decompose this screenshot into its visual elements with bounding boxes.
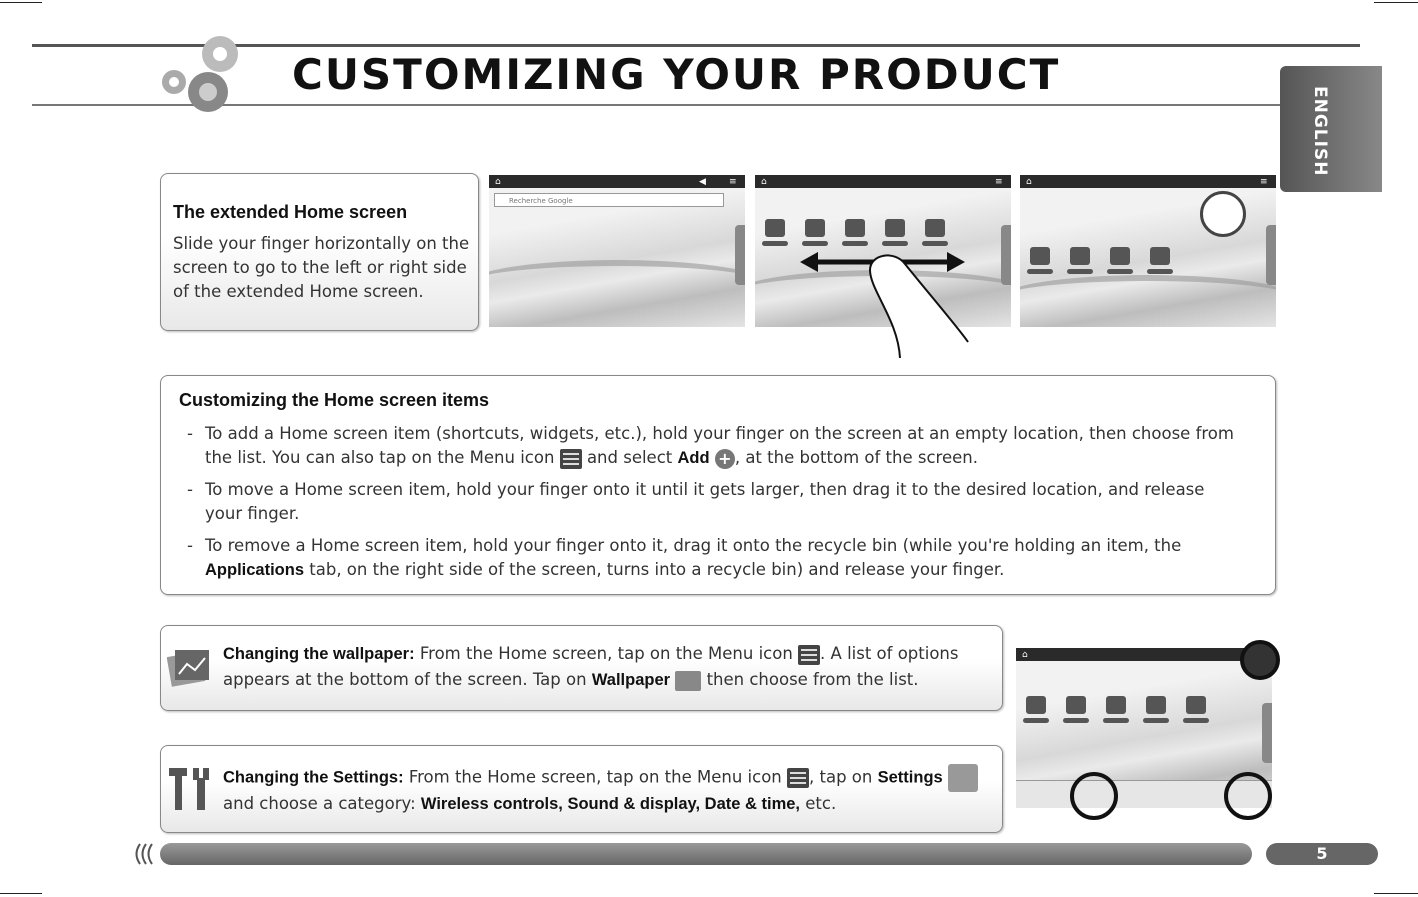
menu-icon <box>560 449 582 469</box>
home-icon: ⌂ <box>495 177 501 187</box>
applications-tab <box>1001 225 1011 285</box>
language-tab <box>1280 66 1382 192</box>
bullet-remove-text: tab, on the right side of the screen, turns into a recycle bin) and release your finger. <box>309 560 1005 579</box>
page-title: CUSTOMIZING YOUR PRODUCT <box>292 50 1061 99</box>
footer-bar <box>160 843 1252 865</box>
settings-text: etc. <box>805 794 837 813</box>
menu-icon: ≡ <box>1260 177 1268 187</box>
customize-items-box <box>160 375 1276 595</box>
app-icon <box>925 219 945 237</box>
wallpaper-line2 <box>223 668 919 692</box>
bullet-move-line2: your finger. <box>205 504 300 523</box>
wallpaper-wave <box>489 260 745 306</box>
settings-categories: Wireless controls, Sound & display, Date & time, <box>420 795 801 813</box>
app-icon <box>1066 696 1086 714</box>
app-icon <box>885 219 905 237</box>
bullet-add-text: the list. You can also tap on the Menu icon <box>205 448 555 467</box>
bullet-marker: - <box>187 424 193 443</box>
status-bar <box>1020 175 1276 188</box>
wallpaper-text: then choose from the list. <box>706 670 919 689</box>
home-icon: ⌂ <box>761 177 767 187</box>
wallpaper-text: From the Home screen, tap on the Menu icon <box>419 644 793 663</box>
wallpaper-wave <box>1020 275 1276 321</box>
settings-highlight-circle <box>1224 772 1272 820</box>
page-number: 5 <box>1266 843 1378 865</box>
bullet-add-text: , at the bottom of the screen. <box>734 448 978 467</box>
app-icon <box>805 219 825 237</box>
add-label: Add <box>677 449 710 467</box>
home-icon: ⌂ <box>1026 177 1032 187</box>
bullet-remove-line1: To remove a Home screen item, hold your finger onto it, drag it onto the recycle bin (while you're holding an item, the <box>205 536 1182 555</box>
screenshot-home-left <box>489 175 745 327</box>
menu-highlight-circle <box>1240 640 1280 680</box>
applications-tab <box>1262 703 1272 763</box>
clock-widget <box>1200 191 1246 237</box>
gears-icon <box>158 30 248 115</box>
language-tab-label: ENGLISH <box>1310 86 1330 177</box>
menu-icon: ≡ <box>995 177 1003 187</box>
bullet-add-line1: To add a Home screen item (shortcuts, widgets, etc.), hold your finger on the screen at an empty location, then choose from <box>205 424 1234 443</box>
menu-icon <box>798 645 820 665</box>
bullet-marker: - <box>187 536 193 555</box>
applications-label: Applications <box>205 561 305 579</box>
bullet-marker: - <box>187 480 193 499</box>
settings-label: Settings <box>877 768 943 787</box>
extended-home-text: Slide your finger horizontally on the screen to go to the left or right side of the extended Home screen. <box>173 234 470 301</box>
crop-mark <box>1374 2 1418 3</box>
app-icon <box>1110 247 1130 265</box>
settings-text: and choose a category: <box>223 794 416 813</box>
app-icon <box>765 219 785 237</box>
wallpaper-heading: Changing the wallpaper: <box>223 645 415 663</box>
search-widget: Recherche Google <box>494 193 724 207</box>
wallpaper-icon <box>675 671 701 691</box>
bullet-add-line2 <box>205 446 978 470</box>
screenshot-home-right <box>1020 175 1276 327</box>
status-bar <box>489 175 745 188</box>
settings-line2 <box>223 792 836 816</box>
wallpaper-line1 <box>223 642 958 666</box>
status-bar <box>1016 648 1272 661</box>
app-icon <box>1070 247 1090 265</box>
applications-tab <box>735 225 745 285</box>
menu-icon: ≡ <box>729 177 737 187</box>
settings-heading: Changing the Settings: <box>223 768 404 787</box>
app-icon <box>1030 247 1050 265</box>
wallpaper-label: Wallpaper <box>591 671 671 689</box>
settings-line1 <box>223 764 978 792</box>
bullet-remove-line2 <box>205 558 1004 582</box>
app-icon <box>1146 696 1166 714</box>
crop-mark <box>1374 893 1418 894</box>
app-icon <box>1026 696 1046 714</box>
wallpaper-text: . A list of options <box>820 644 959 663</box>
wallpaper-text: appears at the bottom of the screen. Tap on <box>223 670 587 689</box>
settings-text: , tap on <box>809 767 873 787</box>
wallpaper-box <box>160 625 1003 711</box>
app-icon <box>1106 696 1126 714</box>
app-icon <box>1150 247 1170 265</box>
settings-icon <box>948 764 978 792</box>
settings-tools-icon <box>167 764 213 814</box>
wallpaper-icon <box>167 646 213 690</box>
extended-home-box <box>160 173 479 331</box>
settings-text: From the Home screen, tap on the Menu icon <box>408 767 782 787</box>
extended-home-heading: The extended Home screen <box>173 202 408 222</box>
swipe-gesture-icon <box>800 240 980 360</box>
crop-mark <box>0 893 42 894</box>
settings-box <box>160 745 1003 833</box>
add-icon: + <box>715 449 735 469</box>
bullet-add-text: and select <box>586 448 673 467</box>
back-icon: ◀ <box>699 177 706 187</box>
applications-tab <box>1266 225 1276 285</box>
app-icon <box>845 219 865 237</box>
status-bar <box>755 175 1011 188</box>
app-icon <box>1186 696 1206 714</box>
menu-icon <box>787 768 809 788</box>
home-icon: ⌂ <box>1022 650 1028 660</box>
customize-items-heading: Customizing the Home screen items <box>179 390 490 410</box>
bullet-move-line1: To move a Home screen item, hold your finger onto it until it gets larger, then drag it to the desired location, and release <box>205 480 1205 499</box>
crop-mark <box>0 2 42 3</box>
wallpaper-highlight-circle <box>1070 772 1118 820</box>
footer-brackets-icon <box>132 842 158 866</box>
